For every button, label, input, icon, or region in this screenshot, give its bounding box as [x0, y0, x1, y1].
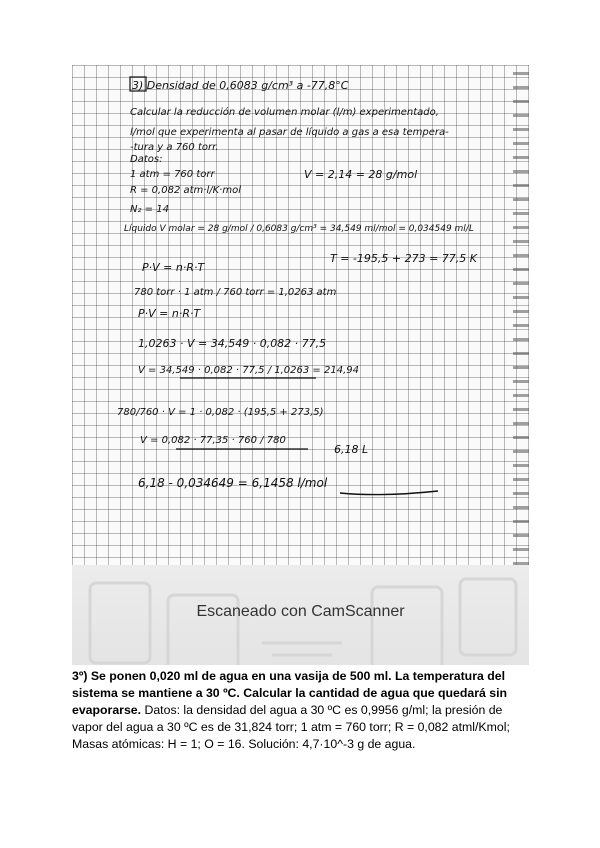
hw-line-2: Calcular la reducción de volumen molar (l/m) experimentado, — [130, 107, 439, 118]
hw-line-1: 3) Densidad de 0,6083 g/cm³ a -77,8°C — [132, 79, 349, 92]
scanned-notebook-page — [72, 65, 529, 565]
hw-line-14: P·V = n·R·T — [138, 307, 201, 320]
handwritten-notes — [72, 65, 529, 565]
hw-line-18: V = 0,082 · 77,35 · 760 / 780 — [140, 435, 286, 446]
hw-line-6: 1 atm = 760 torr — [130, 169, 215, 180]
hw-line-5: Datos: — [130, 154, 163, 165]
hw-line-3: l/mol que experimenta al pasar de líquido a gas a esa tempera- — [130, 127, 449, 138]
hw-line-19: 6,18 L — [334, 443, 369, 456]
hw-line-20: 6,18 - 0,034649 = 6,1458 l/mol — [138, 476, 328, 490]
hw-line-11: P·V = n·R·T — [142, 261, 205, 274]
hw-line-15: 1,0263 · V = 34,549 · 0,082 · 77,5 — [138, 337, 327, 350]
hw-line-12: T = -195,5 + 273 = 77,5 K — [330, 252, 478, 265]
hw-line-13: 780 torr · 1 atm / 760 torr = 1,0263 atm — [134, 287, 337, 298]
hw-line-9: N₂ = 14 — [130, 204, 169, 215]
hw-line-8: R = 0,082 atm·l/K·mol — [130, 185, 241, 196]
hw-line-16: V = 34,549 · 0,082 · 77,5 / 1,0263 = 214,94 — [138, 365, 359, 376]
hw-line-10: Líquido V molar = 28 g/mol / 0,6083 g/cm³ = 34,549 ml/mol = 0,034549 ml/L — [124, 224, 474, 234]
underline-result — [340, 491, 438, 495]
hw-line-17: 780/760 · V = 1 · 0,082 · (195,5 + 273,5) — [117, 407, 324, 418]
problem-data: Datos: la densidad del agua a 30 ºC es 0,9956 g/ml; la presión de vapor del agua a 30 ºC es de 31,824 torr; 1 atm = 760 torr; R = 0,082 atml/Kmol; Masas atómicas: H = 1; O = 16. Solución: 4,7·10^-3 g de agua. — [72, 703, 510, 751]
camscanner-label: Escaneado con CamScanner — [196, 603, 405, 620]
problem-question: 3º) Se ponen 0,020 ml de agua en una vasija de 500 ml. La temperatura del sistema se mantiene a 30 ºC. Calcular la cantidad de agua que quedará sin evaporarse. — [72, 669, 508, 717]
hw-line-4: -tura y a 760 torr. — [130, 142, 219, 153]
problem-statement — [72, 668, 532, 753]
camscanner-watermark-banner — [72, 565, 529, 665]
hw-line-7: V = 2,14 = 28 g/mol — [304, 168, 418, 181]
